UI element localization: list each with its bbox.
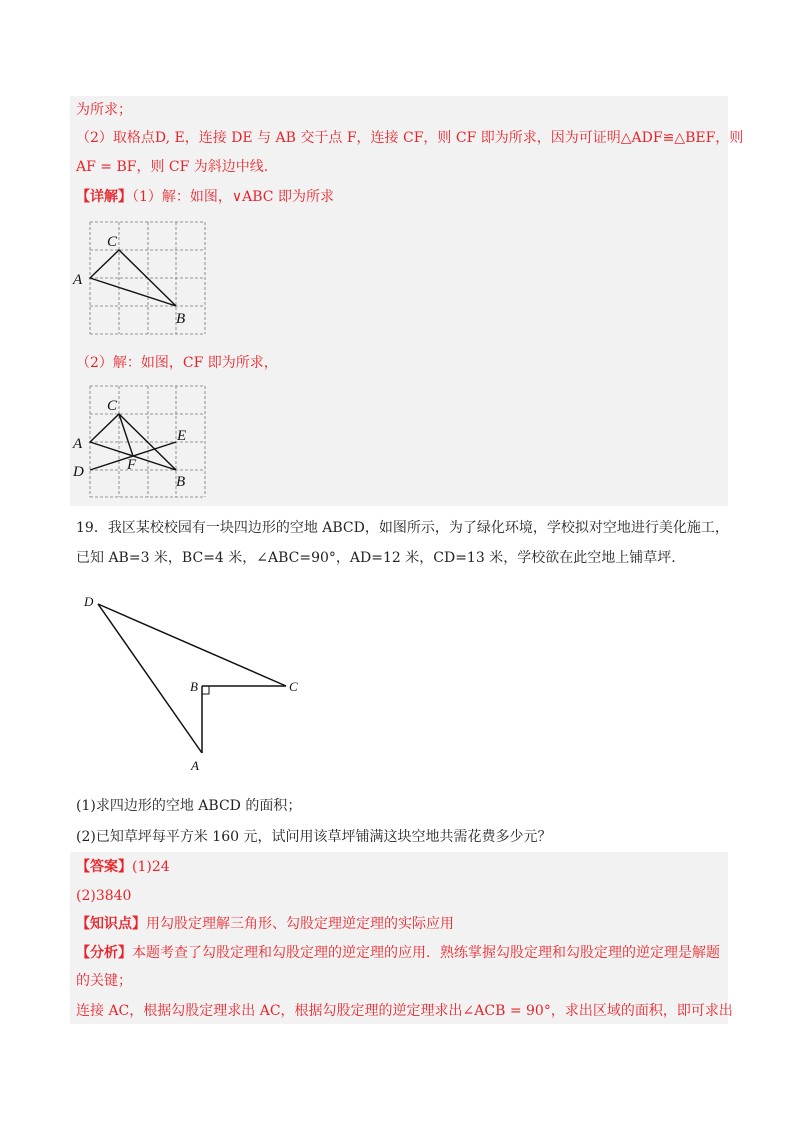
sub-question-2: (2)已知草坪每平方米 160 元，试问用该草坪铺满这块空地共需花费多少元？ bbox=[76, 829, 552, 845]
fig2-label-f: F bbox=[127, 457, 137, 473]
fig1-label-c: C bbox=[107, 234, 118, 250]
quad-label-b: B bbox=[190, 679, 198, 694]
solution-line-2: （2）取格点D, E，连接 DE 与 AB 交于点 F，连接 CF，则 CF 即为所求，因为可证明△ADF≌△BEF，则 bbox=[76, 130, 744, 146]
question-19-line-1: 19．我区某校校园有一块四边形的空地 ABCD，如图所示，为了绿化环境，学校拟对空地进行美化施工， bbox=[76, 520, 729, 536]
fig2-label-b: B bbox=[176, 474, 186, 490]
sub-question-1: (1)求四边形的空地 ABCD 的面积； bbox=[76, 798, 302, 814]
knowledge-point-tag: 【知识点】 bbox=[76, 916, 146, 932]
answer-1: (1)24 bbox=[132, 859, 170, 875]
quad-label-d: D bbox=[84, 594, 94, 609]
quad-label-c: C bbox=[289, 679, 298, 694]
quad-label-a: A bbox=[191, 758, 199, 773]
detail-tag: 【详解】 bbox=[76, 189, 132, 205]
solution-line-3: AF = BF，则 CF 为斜边中线. bbox=[76, 159, 269, 175]
analysis-text-3: 连接 AC，根据勾股定理求出 AC，根据勾股定理的逆定理求出∠ACB = 90°，求出区域的面积，即可求出 bbox=[76, 1003, 733, 1019]
solution-line-1: 为所求； bbox=[76, 102, 132, 118]
knowledge-point-line bbox=[76, 914, 454, 934]
fig1-label-a: A bbox=[73, 272, 83, 288]
fig2-label-d: D bbox=[73, 464, 84, 480]
answer-line-1 bbox=[76, 857, 170, 877]
grid-figure-1 bbox=[70, 218, 220, 338]
detail-text: （1）解：如图，∨ABC 即为所求 bbox=[132, 189, 334, 205]
answer-block bbox=[70, 852, 728, 1024]
grid-figure-2 bbox=[70, 383, 220, 503]
answer-tag: 【答案】 bbox=[76, 859, 132, 875]
analysis-line-1 bbox=[76, 943, 720, 963]
analysis-tag: 【分析】 bbox=[76, 945, 132, 961]
knowledge-point-text: 用勾股定理解三角形、勾股定理逆定理的实际应用 bbox=[146, 916, 454, 932]
fig2-label-a: A bbox=[73, 436, 83, 452]
detail-line bbox=[76, 187, 334, 207]
quadrilateral-figure bbox=[78, 590, 318, 775]
analysis-text-2: 的关键； bbox=[76, 973, 132, 989]
analysis-text-1: 本题考查了勾股定理和勾股定理的逆定理的应用．熟练掌握勾股定理和勾股定理的逆定理是解题 bbox=[132, 945, 720, 961]
question-19-line-2: 已知 AB=3 米，BC=4 米，∠ABC=90°，AD=12 米，CD=13 米，学校欲在此空地上铺草坪. bbox=[76, 550, 676, 566]
fig1-label-b: B bbox=[176, 311, 186, 327]
part2-line: （2）解：如图，CF 即为所求， bbox=[76, 355, 278, 371]
fig2-label-e: E bbox=[177, 428, 187, 444]
fig2-label-c: C bbox=[107, 398, 118, 414]
answer-2: (2)3840 bbox=[76, 888, 132, 904]
